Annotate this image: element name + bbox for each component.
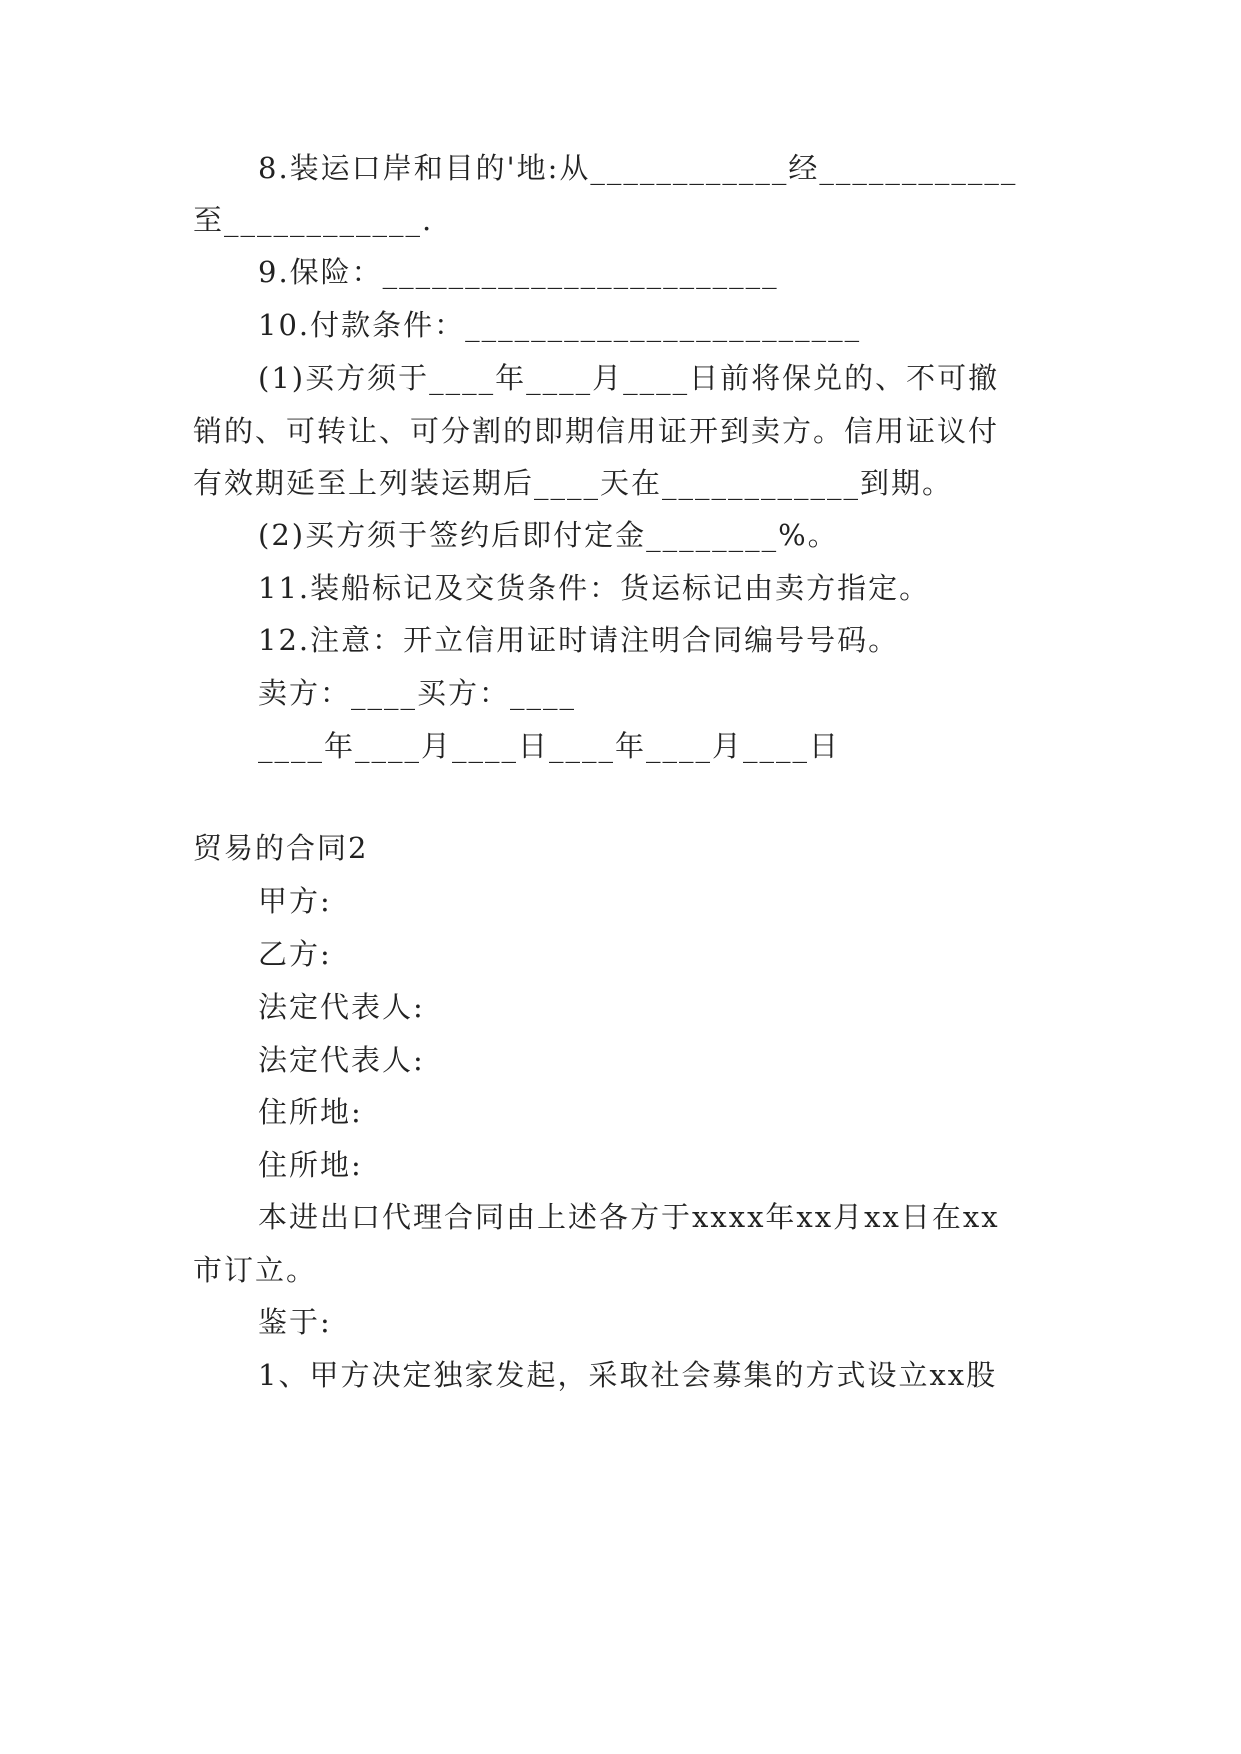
contract-2-title: 贸易的合同2 (193, 831, 369, 865)
legal-representative-a: 法定代表人: (258, 990, 425, 1024)
clause-8-line-1: 8.装运口岸和目的'地:从____________经____________ (258, 151, 1018, 185)
clause-10-1-line-1: (1)买方须于____年____月____日前将保兑的、不可撤 (258, 361, 1000, 395)
clause-11-marks: 11.装船标记及交货条件：货运标记由卖方指定。 (258, 571, 931, 605)
agreement-intro-line-1: 本进出口代理合同由上述各方于xxxx年xx月xx日在xx (258, 1200, 1000, 1234)
signature-dates: ____年____月____日____年____月____日 (258, 729, 841, 763)
whereas-item-1: 1、甲方决定独家发起，采取社会募集的方式设立xx股 (258, 1358, 998, 1392)
domicile-a: 住所地: (258, 1095, 363, 1129)
seller-buyer-signature: 卖方：____买方：____ (258, 676, 577, 710)
clause-10-2-deposit: (2)买方须于签约后即付定金________%。 (258, 518, 839, 552)
clause-12-note: 12.注意：开立信用证时请注明合同编号号码。 (258, 623, 900, 657)
clause-10-payment: 10.付款条件：________________________ (258, 308, 862, 342)
agreement-intro-line-2: 市订立。 (193, 1253, 318, 1287)
clause-10-1-line-3: 有效期延至上列装运期后____天在____________到期。 (193, 466, 954, 500)
legal-representative-b: 法定代表人: (258, 1043, 425, 1077)
clause-8-line-2: 至____________. (193, 203, 434, 237)
party-b: 乙方: (258, 937, 332, 971)
domicile-b: 住所地: (258, 1148, 363, 1182)
clause-10-1-line-2: 销的、可转让、可分割的即期信用证开到卖方。信用证议付 (193, 414, 1000, 448)
clause-9-insurance: 9.保险：________________________ (258, 255, 779, 289)
whereas-heading: 鉴于: (258, 1305, 332, 1339)
party-a: 甲方: (258, 884, 332, 918)
